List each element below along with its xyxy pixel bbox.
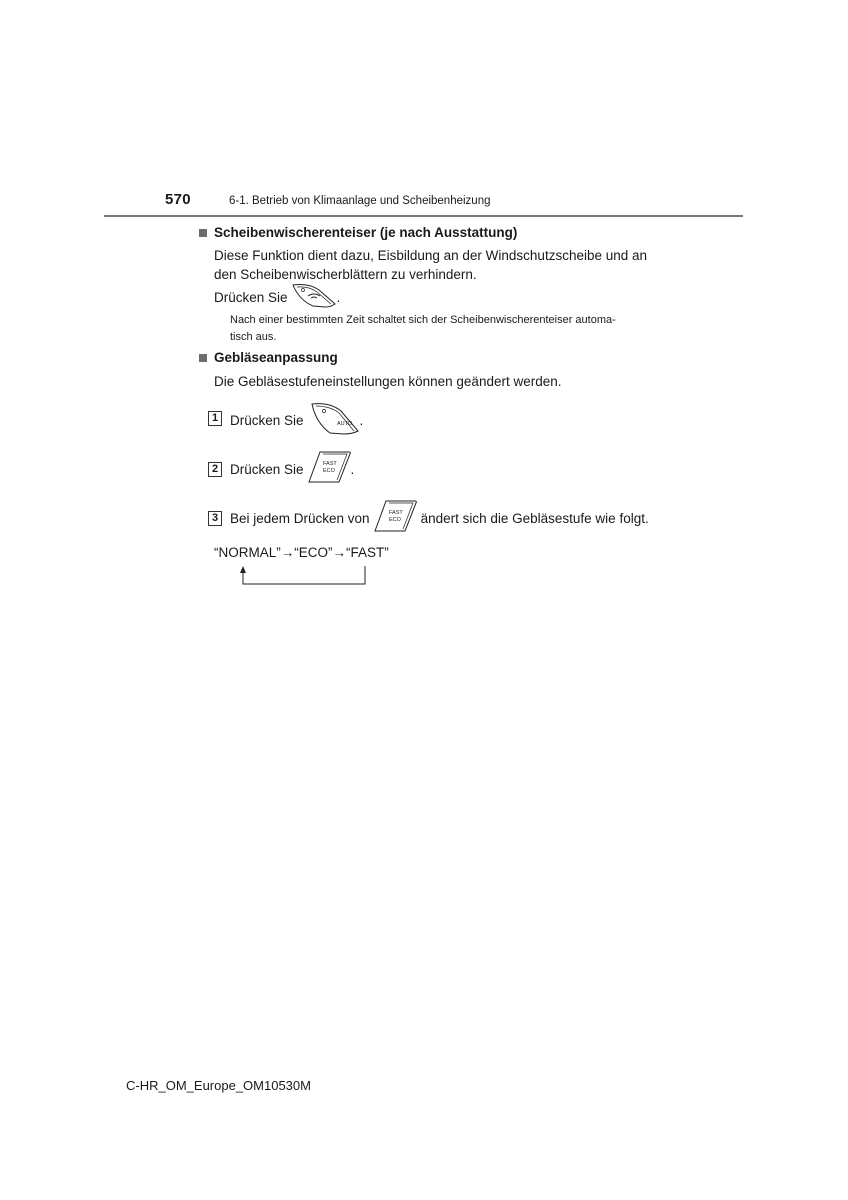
step-number-1: 1 <box>208 411 222 426</box>
eco-label: ECO <box>388 517 401 524</box>
fast-eco-button-icon <box>307 450 351 490</box>
wiper-deicer-heading: Scheibenwischerenteiser (je nach Ausstattung) <box>214 225 518 240</box>
fan-adjust-heading: Gebläseanpassung <box>214 350 338 365</box>
step-3-row <box>230 502 649 536</box>
wiper-deicer-button-icon <box>291 282 337 314</box>
step-number-2: 2 <box>208 462 222 477</box>
step-2-suffix: . <box>350 462 355 478</box>
header-divider <box>104 215 743 217</box>
fast-label: FAST <box>322 461 337 468</box>
step-2-row <box>230 453 354 487</box>
wiper-deicer-note-line1: Nach einer bestimmten Zeit schaltet sich der Scheibenwischerenteiser automa- <box>230 314 616 326</box>
auto-button-label: AUTO <box>336 421 352 428</box>
bullet-square-icon <box>199 354 207 362</box>
cycle-return-arrow-icon <box>236 564 370 588</box>
step-1-prefix: Drücken Sie <box>230 413 304 429</box>
wiper-deicer-note-line2: tisch aus. <box>230 331 277 343</box>
fast-label: FAST <box>388 510 403 517</box>
step-3-suffix: ändert sich die Gebläsestufe wie folgt. <box>420 511 649 527</box>
fast-eco-button-icon <box>373 499 417 539</box>
section-title: 6-1. Betrieb von Klimaanlage und Scheibenheizung <box>229 195 491 207</box>
wiper-deicer-press-prefix: Drücken Sie <box>214 290 288 306</box>
wiper-deicer-press-suffix: . <box>336 290 341 306</box>
step-3-prefix: Bei jedem Drücken von <box>230 511 370 527</box>
bullet-square-icon <box>199 229 207 237</box>
auto-button-icon <box>308 401 360 441</box>
page-number: 570 <box>165 191 191 208</box>
eco-label: ECO <box>322 468 335 475</box>
step-2-prefix: Drücken Sie <box>230 462 304 478</box>
document-code: C-HR_OM_Europe_OM10530M <box>126 1078 311 1093</box>
step-1-row <box>230 404 363 438</box>
step-1-suffix: . <box>359 413 364 429</box>
fan-adjust-intro: Die Gebläsestufeneinstellungen können geändert werden. <box>214 374 562 389</box>
fan-level-sequence: “NORMAL”→“ECO”→“FAST” <box>214 545 389 560</box>
wiper-deicer-desc-line1: Diese Funktion dient dazu, Eisbildung an der Windschutzscheibe und an <box>214 248 648 263</box>
wiper-deicer-press-row <box>214 285 340 311</box>
wiper-deicer-desc-line2: den Scheibenwischerblättern zu verhindern. <box>214 267 477 282</box>
step-number-3: 3 <box>208 511 222 526</box>
